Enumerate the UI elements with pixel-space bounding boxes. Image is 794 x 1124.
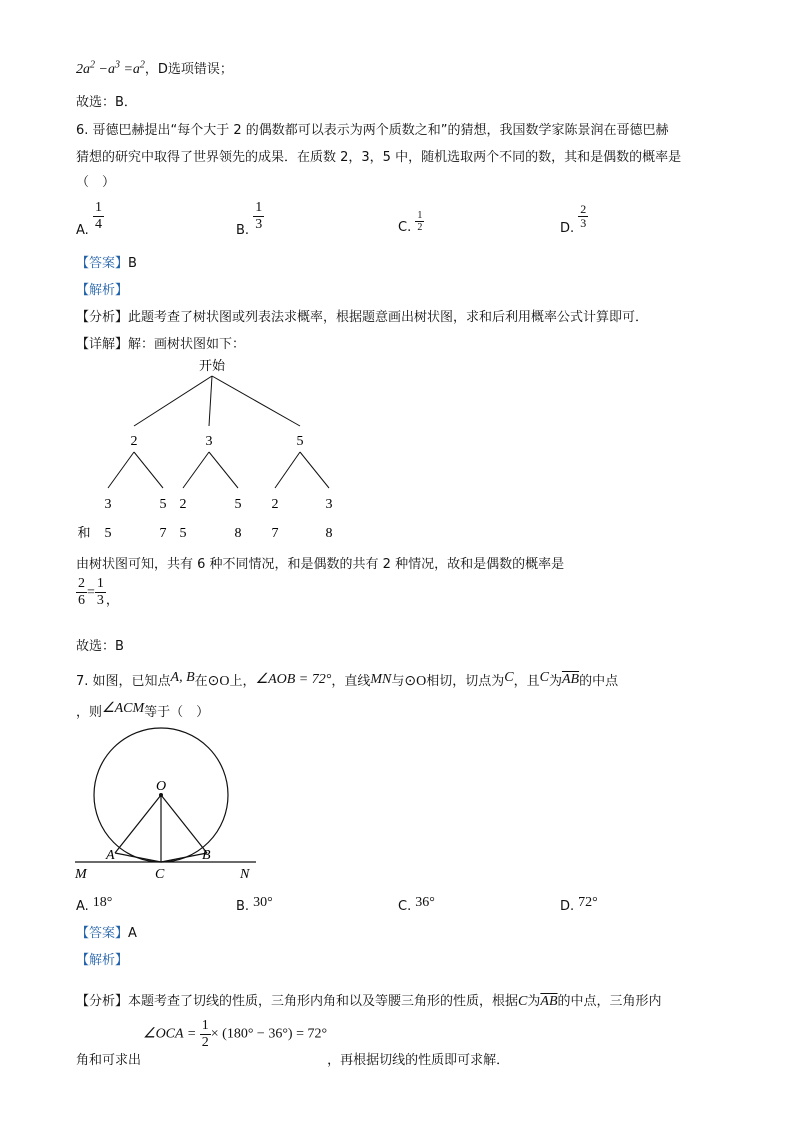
q7-fenxi-line1: 【分析】本题考查了切线的性质，三角形内角和以及等腰三角形的性质，根据C为$\overline{AB}$的中点，三角形内 bbox=[76, 994, 662, 1009]
tree-level2-node: 3 bbox=[104, 497, 112, 512]
label-b: B bbox=[202, 848, 211, 863]
q5-expr: $2a^2 -a^3 =a^2$ bbox=[76, 59, 145, 77]
tree-edge bbox=[134, 452, 163, 488]
segment-ac bbox=[115, 853, 161, 862]
q7-stem-line1: 7. 如图，已知点A, B在⊙O上，∠AOB = 72°，直线MN与⊙O相切，切点为C，且C为$\overline{AB}$的中点 bbox=[76, 670, 619, 689]
tree-level2-node: 3 bbox=[325, 497, 333, 512]
q5-tail-text: ，D选项错误； bbox=[144, 62, 233, 77]
q6-option-b: B. $\frac{1}{3}$ bbox=[236, 200, 263, 238]
q6-option-b-fraction: $\frac{1}{3}$ bbox=[255, 200, 263, 232]
q7-option-b: B. 30° bbox=[236, 895, 273, 914]
q7-equation: ∠OCA = $\frac{1}{2}$ × (180° − 36°) = 72° bbox=[143, 1018, 328, 1050]
q6-option-a: A. $\frac{1}{4}$ bbox=[76, 200, 102, 238]
q6-calculation: $\frac{2}{6}$ = $\frac{1}{3}$ ， bbox=[78, 576, 119, 608]
tree-level1-node: 2 bbox=[130, 434, 138, 449]
q6-final-answer: 故选：B bbox=[76, 639, 124, 654]
q6-answer: 【答案】B bbox=[76, 256, 137, 271]
q6-analysis-tag: 【解析】 bbox=[76, 283, 129, 298]
q7-stem-line2: ，则∠ACM等于（ ） bbox=[76, 701, 210, 720]
tree-sum-value: 7 bbox=[159, 526, 167, 541]
q7-analysis-tag: 【解析】 bbox=[76, 953, 129, 968]
q6-stem-line1: 6. 哥德巴赫提出“每个大于 2 的偶数都可以表示为两个质数之和”的猜想，我国数学家陈景润在哥德巴赫 bbox=[76, 123, 669, 138]
tree-sum-value: 8 bbox=[325, 526, 333, 541]
q6-conclusion: 由树状图可知，共有 6 种不同情况，和是偶数的共有 2 种情况，故和是偶数的概率是 bbox=[76, 557, 565, 572]
q5-answer: 故选：B． bbox=[76, 95, 137, 110]
q5-conclusion-line bbox=[76, 58, 233, 78]
tree-edge bbox=[183, 452, 209, 488]
tree-edge bbox=[134, 376, 212, 426]
q6-xiangjie: 【详解】解：画树状图如下： bbox=[76, 337, 246, 352]
tree-level2-node: 5 bbox=[159, 497, 167, 512]
q7-option-d: D. 72° bbox=[560, 895, 598, 914]
q6-option-d: D. $\frac{2}{3}$ bbox=[560, 202, 587, 236]
segment-ob bbox=[161, 795, 207, 853]
q6-option-d-fraction: $\frac{2}{3}$ bbox=[580, 202, 587, 230]
tree-level1-node: 3 bbox=[205, 434, 213, 449]
tree-sum-label: 和 bbox=[77, 526, 91, 541]
segment-oa bbox=[115, 795, 161, 853]
tree-level2-node: 2 bbox=[179, 497, 187, 512]
q6-option-a-fraction: $\frac{1}{4}$ bbox=[94, 200, 102, 232]
tree-sum-value: 8 bbox=[234, 526, 242, 541]
tree-level2-node: 5 bbox=[234, 497, 242, 512]
q6-option-c: C. $\frac{1}{2}$ bbox=[398, 210, 423, 235]
tree-sum-value: 5 bbox=[179, 526, 187, 541]
tree-sum-value: 7 bbox=[271, 526, 279, 541]
label-n: N bbox=[240, 867, 250, 882]
q7-answer: 【答案】A bbox=[76, 926, 137, 941]
tree-edge bbox=[275, 452, 300, 488]
tree-edge bbox=[300, 452, 329, 488]
q6-option-c-fraction: $\frac{1}{2}$ bbox=[417, 210, 423, 233]
tree-root-label: 开始 bbox=[198, 359, 226, 374]
tree-edge bbox=[209, 452, 238, 488]
tree-edge bbox=[212, 376, 300, 426]
q6-tree-diagram bbox=[70, 352, 370, 542]
tree-level1-node: 5 bbox=[296, 434, 304, 449]
q7-option-a: A. 18° bbox=[76, 895, 113, 914]
label-m: M bbox=[75, 867, 87, 882]
tree-edge bbox=[209, 376, 212, 426]
q7-option-c: C. 36° bbox=[398, 895, 435, 914]
segment-bc bbox=[161, 853, 207, 862]
label-a: A bbox=[106, 848, 115, 863]
q6-stem-line2: 猜想的研究中取得了世界领先的成果．在质数 2，3，5 中，随机选取两个不同的数，其和是偶数的概率是 bbox=[76, 150, 682, 165]
q6-stem-line3: （ ） bbox=[76, 175, 116, 190]
q7-fenxi-line2: 角和可求出∠OCA = $\frac{1}{2}$ × (180° − 36°) = 72°，再根据切线的性质即可求解． bbox=[76, 1018, 510, 1068]
label-c: C bbox=[155, 867, 165, 882]
tree-level2-node: 2 bbox=[271, 497, 279, 512]
q6-fenxi: 【分析】此题考查了树状图或列表法求概率，根据题意画出树状图，求和后利用概率公式计算即可． bbox=[76, 310, 649, 325]
q7-figure bbox=[70, 718, 270, 884]
tree-sum-value: 5 bbox=[104, 526, 112, 541]
label-o: O bbox=[156, 779, 167, 794]
tree-edge bbox=[108, 452, 134, 488]
